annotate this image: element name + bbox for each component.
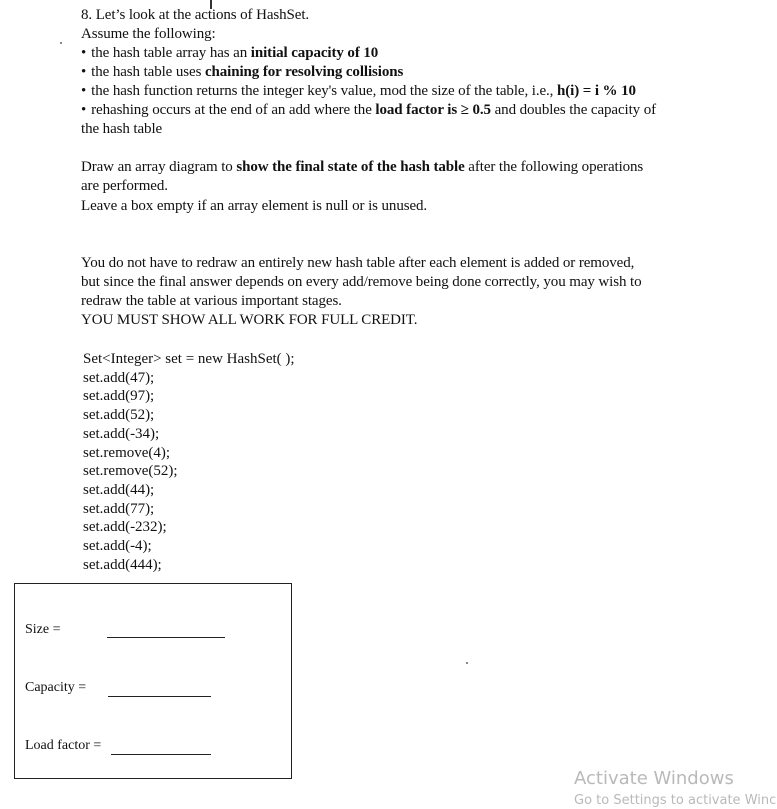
bullet-capacity-bold: initial capacity of 10	[250, 45, 379, 61]
code-listing	[83, 350, 295, 574]
draw-instruction-post: after the following operations	[464, 159, 644, 175]
activate-windows-link[interactable]: Go to Settings to activate Winc	[574, 793, 777, 808]
bullet-rehashing-bold: load factor is ≥ 0.5	[375, 102, 491, 118]
code-line: set.add(44);	[83, 481, 155, 498]
code-line: set.add(77);	[83, 500, 155, 517]
bullet-capacity-text: the hash table array has an	[91, 45, 251, 61]
code-line: set.add(47);	[83, 369, 155, 386]
assume-heading: Assume the following:	[81, 26, 216, 42]
code-line: set.remove(4);	[83, 444, 171, 461]
bullet-hash-function-text: the hash function returns the integer key's value, mod the size of the table, i.e.,	[91, 83, 557, 99]
load-factor-field	[25, 738, 101, 754]
problem-intro: 8. Let’s look at the actions of HashSet.	[81, 7, 310, 23]
bullet-rehashing-post: and doubles the capacity of	[490, 102, 657, 118]
note-line-2: but since the final answer depends on every add/remove being done correctly, you may wish to	[81, 274, 642, 290]
bullet-rehashing-cont: the hash table	[81, 121, 163, 137]
load-factor-blank[interactable]	[111, 754, 211, 755]
bullet-chaining-text: the hash table uses	[91, 64, 205, 80]
activate-windows-title: Activate Windows	[574, 768, 734, 789]
code-line: set.add(52);	[83, 407, 155, 424]
capacity-field	[25, 680, 86, 696]
bullet-chaining	[81, 63, 403, 82]
load-factor-label: Load factor =	[25, 738, 102, 753]
code-line: set.add(-34);	[83, 425, 160, 442]
bullet-rehashing-text: rehashing occurs at the end of an add where the	[91, 102, 376, 118]
note-line-4: YOU MUST SHOW ALL WORK FOR FULL CREDIT.	[81, 312, 418, 328]
bullet-chaining-bold: chaining for resolving collisions	[204, 64, 404, 80]
bullet-hash-function-bold: h(i) = i % 10	[556, 83, 636, 99]
bullet-capacity	[81, 44, 378, 63]
code-line: set.add(444);	[83, 556, 162, 573]
bullet-hash-function	[81, 82, 636, 101]
note-line-1: You do not have to redraw an entirely new hash table after each element is added or removed,	[81, 255, 635, 271]
draw-instruction-bold: show the final state of the hash table	[236, 159, 465, 175]
draw-instruction	[81, 158, 643, 177]
capacity-label: Capacity =	[25, 680, 87, 695]
code-line: set.add(97);	[83, 388, 155, 405]
empty-box-instruction: Leave a box empty if an array element is null or is unused.	[81, 198, 428, 214]
speck	[466, 662, 468, 664]
bullet-rehashing	[81, 101, 656, 120]
size-field	[25, 622, 61, 638]
draw-instruction-text: Draw an array diagram to	[81, 159, 237, 175]
note-line-3: redraw the table at various important stages.	[81, 293, 342, 309]
speck	[60, 42, 62, 44]
capacity-blank[interactable]	[108, 696, 211, 697]
code-line: set.add(-232);	[83, 519, 167, 536]
code-line: set.add(-4);	[83, 538, 152, 555]
draw-instruction-cont: are performed.	[81, 178, 168, 194]
size-label: Size =	[25, 622, 61, 637]
answer-box	[14, 583, 292, 779]
code-line: set.remove(52);	[83, 463, 178, 480]
code-line: Set<Integer> set = new HashSet( );	[83, 351, 295, 367]
size-blank[interactable]	[107, 637, 225, 638]
